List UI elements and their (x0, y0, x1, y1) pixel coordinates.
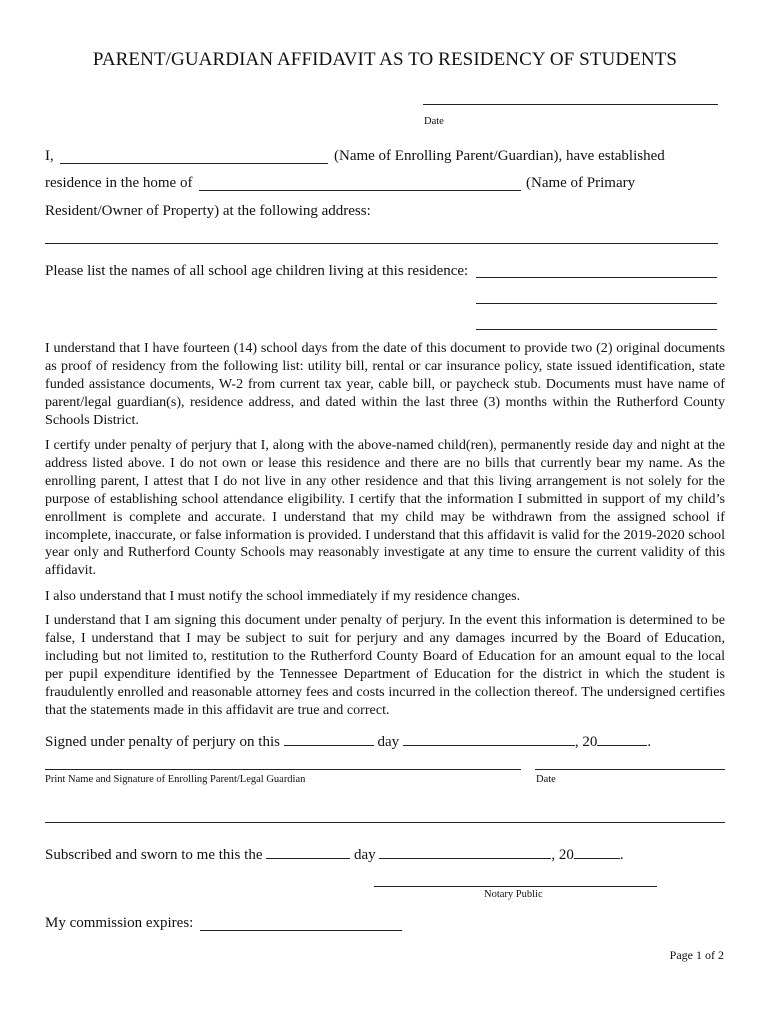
parent-signature-field[interactable] (45, 769, 521, 770)
subscribed-year-prefix: , 20 (551, 847, 574, 863)
subscribed-day-label: day (353, 847, 376, 863)
date-field[interactable] (423, 104, 718, 105)
commission-expires-label: My commission expires: (45, 915, 194, 931)
child-name-field-1[interactable] (476, 277, 717, 278)
signed-year-prefix: , 20 (574, 734, 598, 750)
subscribed-end: . (619, 847, 624, 863)
signed-month-field[interactable] (403, 731, 575, 746)
child-name-field-3[interactable] (476, 329, 717, 330)
child-name-field-2[interactable] (476, 303, 717, 304)
paragraph-perjury: I understand that I am signing this document under penalty of perjury. In the event this information is determined to be false, I understand that I may be subject to suit for perjury and any damages incurred by the Board of Education, including but not limited to, restitution to the Rutherford County Board of Education for an amount equal to the local per pupil expenditure identified by the Tennessee Department of Education for the district in which the student is fraudulently enrolled and reasonable attorney fees and costs incurred in the collection thereof. The undersigned certifies that the statements made in this affidavit are true and correct. (45, 612, 725, 718)
signature-date-label: Date (536, 774, 556, 785)
page-number: Page 1 of 2 (669, 948, 724, 962)
signed-day-label: day (377, 734, 400, 750)
parent-name-field[interactable] (60, 163, 328, 164)
address-prompt: Resident/Owner of Property) at the following address: (45, 203, 371, 219)
address-field[interactable] (45, 243, 718, 244)
signed-day-field[interactable] (284, 731, 374, 746)
signed-year-field[interactable] (597, 731, 647, 746)
paragraph-notify-changes: I also understand that I must notify the school immediately if my residence changes. (45, 588, 521, 604)
paragraph-proof-documents: I understand that I have fourteen (14) school days from the date of this document to provide two (2) original documents as proof of residency from the following list: utility bill, rental or car insurance policy, state issued identification, state funded assistance documents, W-2 from current tax year, cable bill, or paycheck stub. Documents must have name of parent/legal guardian(s), residence address, and dated within the last three (3) months within the Rutherford County Schools District. (45, 340, 725, 428)
date-label: Date (424, 116, 444, 127)
notary-public-label: Notary Public (484, 889, 543, 900)
signed-statement (45, 731, 651, 751)
subscribed-month-field[interactable] (379, 844, 551, 859)
notary-public-field[interactable] (374, 886, 657, 887)
subscribed-prefix: Subscribed and sworn to me this the (45, 847, 263, 863)
paragraph-certification: I certify under penalty of perjury that I, along with the above-named child(ren), permanently reside day and night at the address listed above. I do not own or lease this residence and there are no bills that currently bear my name. As the enrolling parent, I attest that I do not live in any other residence and that this living arrangement is not solely for the purpose of establishing school attendance eligibility. I certify that the information I submitted in support of my child’s enrollment is complete and accurate. I understand that my child may be withdrawn from the assigned school if incomplete, inaccurate, or false information is provided. I understand that this affidavit is valid for the 2019-2020 school year only and Rutherford County Schools may reasonably investigate at any time to ensure the current validity of this affidavit. (45, 437, 725, 579)
print-name-label: Print Name and Signature of Enrolling Parent/Legal Guardian (45, 774, 306, 785)
signature-date-field[interactable] (535, 769, 725, 770)
notary-signature-field[interactable] (45, 822, 725, 823)
resident-name-field[interactable] (199, 190, 521, 191)
parent-name-prefix: I, (45, 148, 54, 164)
resident-name-suffix: (Name of Primary (526, 175, 636, 191)
signed-end: . (647, 734, 652, 750)
children-prompt: Please list the names of all school age children living at this residence: (45, 263, 469, 279)
resident-name-prefix: residence in the home of (45, 175, 193, 191)
signed-prefix: Signed under penalty of perjury on this (45, 734, 280, 750)
subscribed-day-field[interactable] (266, 844, 350, 859)
subscribed-year-field[interactable] (574, 844, 620, 859)
commission-expires-field[interactable] (200, 930, 402, 931)
parent-name-suffix: (Name of Enrolling Parent/Guardian), have established (334, 148, 665, 164)
document-title: PARENT/GUARDIAN AFFIDAVIT AS TO RESIDENCY OF STUDENTS (92, 49, 678, 70)
subscribed-statement (45, 844, 624, 864)
